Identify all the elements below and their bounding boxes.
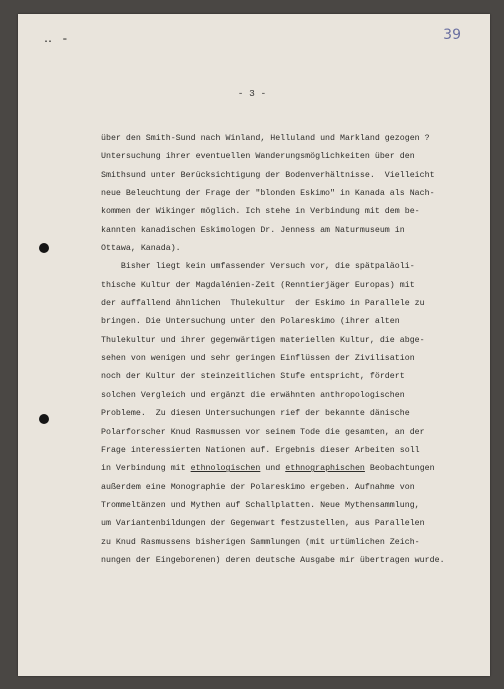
text-line: nungen der Eingeborenen) deren deutsche Ausgabe mir übertragen wurde. <box>101 555 445 565</box>
body-text <box>101 130 486 570</box>
text-line: Untersuchung ihrer eventuellen Wanderungsmöglichkeiten über den <box>101 152 415 162</box>
text-line: in Verbindung mit ethnologischen und ethnographischen Beobachtungen <box>101 464 435 474</box>
underlined-phrase: ethnographischen <box>285 464 365 474</box>
text-line: um Variantenbildungen der Gegenwart festzustellen, aus Parallelen <box>101 519 425 529</box>
corner-marks: ‥ - <box>44 32 70 46</box>
text-line: zu Knud Rasmussens bisherigen Sammlungen (mit urtümlichen Zeich- <box>101 537 420 547</box>
text-line: kannten kanadischen Eskimologen Dr. Jenness am Naturmuseum in <box>101 225 405 235</box>
text-line: der auffallend ähnlichen Thulekultur der Eskimo in Parallele zu <box>101 299 425 309</box>
text-line: Trommeltänzen und Mythen auf Schallplatten. Neue Mythensammlung, <box>101 500 420 510</box>
text-line: Frage interessierten Nationen auf. Ergebnis dieser Arbeiten soll <box>101 445 420 455</box>
text-line: Thulekultur und ihrer gegenwärtigen materiellen Kultur, die abge- <box>101 335 425 345</box>
punch-hole-lower <box>39 414 49 424</box>
page-number: - 3 - <box>237 88 267 99</box>
text-line: Bisher liegt kein umfassender Versuch vor, die spätpaläoli- <box>101 262 415 272</box>
text-line: neue Beleuchtung der Frage der "blonden Eskimo" in Kanada als Nach- <box>101 189 435 199</box>
punch-hole-upper <box>39 243 49 253</box>
text-line: Probleme. Zu diesen Untersuchungen rief der bekannte dänische <box>101 409 410 419</box>
text-line: thische Kultur der Magdalénien-Zeit (Renntierjäger Europas) mit <box>101 280 415 290</box>
text-line: Polarforscher Knud Rasmussen vor seinem Tode die gesamten, an der <box>101 427 425 437</box>
text-line: Ottawa, Kanada). <box>101 244 181 254</box>
text-line: noch der Kultur der steinzeitlichen Stufe entspricht, fördert <box>101 372 405 382</box>
text-line: sehen von wenigen und sehr geringen Einflüssen der Zivilisation <box>101 354 415 364</box>
text-line: Smithsund unter Berücksichtigung der Bodenverhältnisse. Vielleicht <box>101 170 435 180</box>
folio-number: 39 <box>443 27 461 43</box>
text-line: solchen Vergleich und ergänzt die erwähnten anthropologischen <box>101 390 405 400</box>
underlined-phrase: ethnologischen <box>190 464 261 474</box>
text-line: außerdem eine Monographie der Polareskimo ergeben. Aufnahme von <box>101 482 415 492</box>
text-line: über den Smith-Sund nach Winland, Helluland und Markland gezogen ? <box>101 134 430 143</box>
text-line: bringen. Die Untersuchung unter den Polareskimo (ihrer alten <box>101 317 400 327</box>
text-line: kommen der Wikinger möglich. Ich stehe in Verbindung mit dem be- <box>101 207 420 217</box>
